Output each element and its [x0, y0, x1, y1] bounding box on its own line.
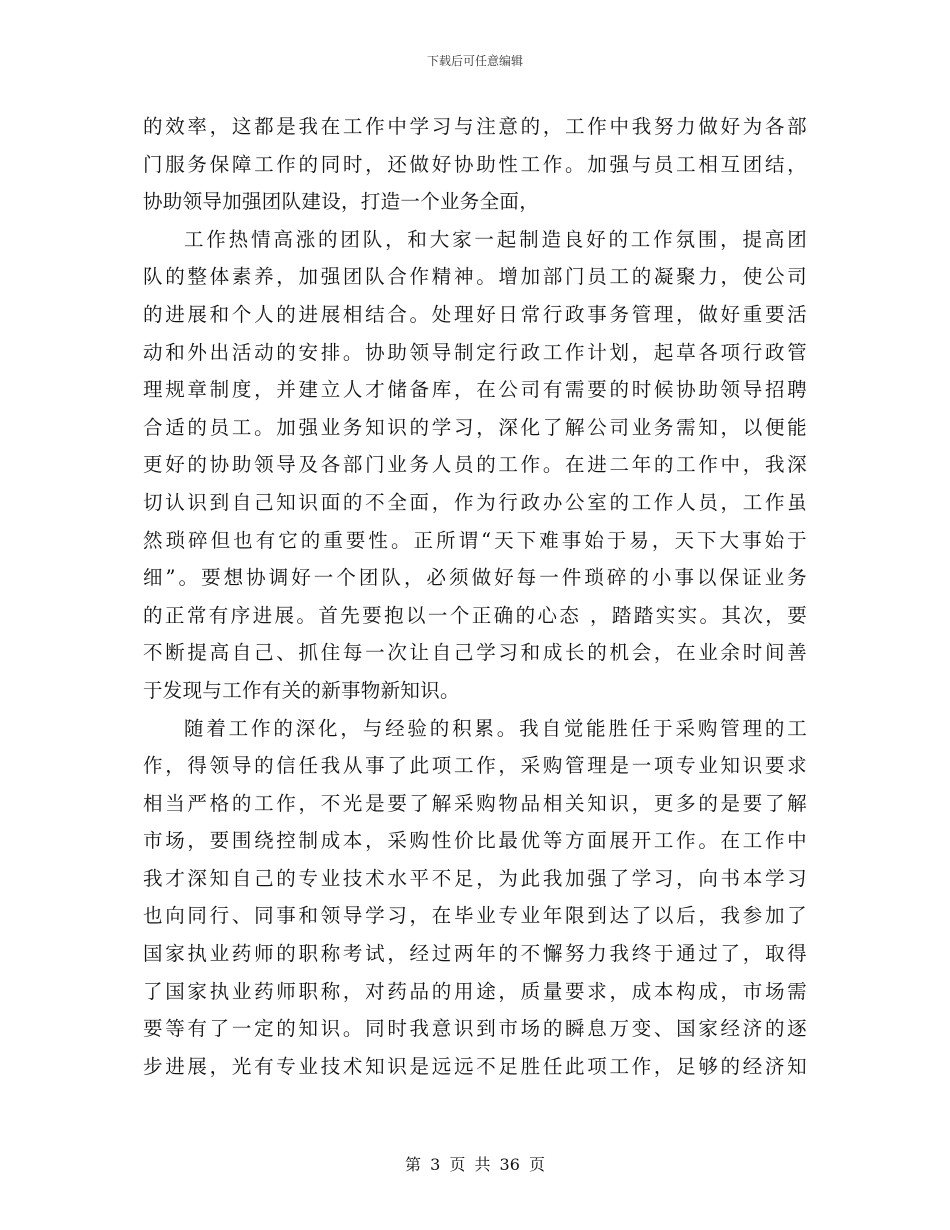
text-line: 要等有了一定的知识。同时我意识到市场的瞬息万变、国家经济的逐: [143, 1017, 807, 1041]
text-line: 理规章制度，并建立人才储备库，在公司有需要的时候协助领导招聘: [143, 378, 807, 402]
text-line: 门服务保障工作的同时，还做好协助性工作。加强与员工相互团结，: [143, 152, 807, 176]
text-line: 的进展和个人的进展相结合。处理好日常行政事务管理，做好重要活: [143, 302, 807, 326]
text-line: 队的整体素养，加强团队合作精神。增加部门员工的凝聚力，使公司: [143, 265, 807, 289]
text-line: 随着工作的深化，与经验的积累。我自觉能胜任于采购管理的工: [184, 716, 807, 740]
page-header: 下载后可任意编辑: [426, 54, 523, 68]
text-line: 合适的员工。加强业务知识的学习，深化了解公司业务需知，以便能: [143, 415, 807, 439]
text-line: 细”。要想协调好一个团队，必须做好每一件琐碎的小事以保证业务: [143, 566, 807, 590]
text-line: 的效率，这都是我在工作中学习与注意的，工作中我努力做好为各部: [143, 115, 807, 138]
text-line: 步进展，光有专业技术知识是远远不足胜任此项工作，足够的经济知: [143, 1054, 807, 1078]
text-line: 了国家执业药师职称，对药品的用途，质量要求，成本构成，市场需: [143, 979, 807, 1003]
text-line: 动和外出活动的安排。协助领导制定行政工作计划，起草各项行政管: [143, 340, 807, 364]
text-line: 市场，要围绕控制成本，采购性价比最优等方面展开工作。在工作中: [143, 829, 807, 853]
text-line: 的正常有序进展。首先要抱以一个正确的心态 ，踏踏实实。其次，要: [143, 603, 807, 627]
text-line: 于发现与工作有关的新事物新知识。: [143, 678, 460, 702]
text-line: 作，得领导的信任我从事了此项工作，采购管理是一项专业知识要求: [143, 754, 807, 778]
text-line: 国家执业药师的职称考试，经过两年的不懈努力我终于通过了，取得: [143, 942, 807, 966]
text-line: 更好的协助领导及各部门业务人员的工作。在进二年的工作中，我深: [143, 453, 807, 477]
text-line: 也向同行、同事和领导学习，在毕业专业年限到达了以后，我参加了: [143, 904, 807, 928]
text-line: 不断提高自己、抓住每一次让自己学习和成长的机会，在业余时间善: [143, 641, 807, 665]
text-line: 工作热情高涨的团队，和大家一起制造良好的工作氛围，提高团: [184, 227, 807, 251]
text-line: 相当严格的工作，不光是要了解采购物品相关知识，更多的是要了解: [143, 791, 807, 815]
text-line: 切认识到自己知识面的不全面，作为行政办公室的工作人员，工作虽: [143, 490, 807, 514]
page-number: 第 3 页 共 36 页: [405, 1155, 545, 1174]
document-body: [143, 108, 807, 1085]
text-line: 然琐碎但也有它的重要性。正所谓“天下难事始于易，天下大事始于: [143, 528, 807, 552]
paragraph: [143, 710, 807, 1086]
paragraph: [143, 221, 807, 710]
text-line: 协助领导加强团队建设，打造一个业务全面，: [143, 190, 540, 214]
paragraph: [143, 108, 807, 221]
text-line: 我才深知自己的专业技术水平不足，为此我加强了学习，向书本学习: [143, 866, 807, 890]
